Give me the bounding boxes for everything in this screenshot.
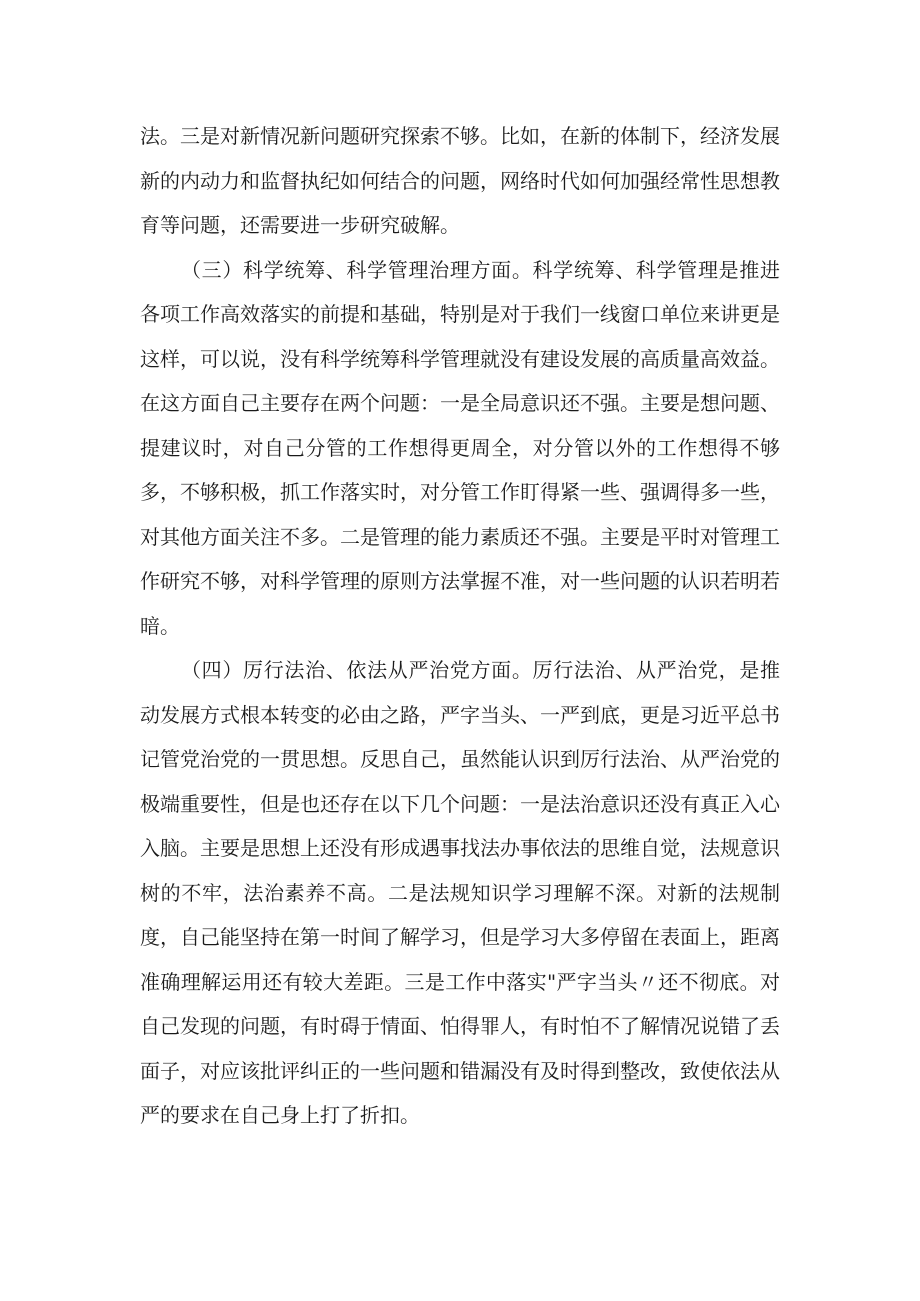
paragraph-continuation: 法。三是对新情况新问题研究探索不够。比如，在新的体制下，经济发展新的内动力和监督执纪如何结合的问题，网络时代如何加强经常性思想教育等问题，还需要进一步研究破解。: [140, 124, 780, 237]
paragraph-section-four: （四）厉行法治、依法从严治党方面。厉行法治、从严治党，是推动发展方式根本转变的必由之路，严字当头、一严到底，更是习近平总书记管党治党的一贯思想。反思自己，虽然能认识到厉行法治、从严治党的极端重要性，但是也还存在以下几个问题：一是法治意识还没有真正入心入脑。主要是思想上还没有形成遇事找法办事依法的思维自觉，法规意识树的不牢，法治素养不高。二是法规知识学习理解不深。对新的法规制度，自己能坚持在第一时间了解学习，但是学习大多停留在表面上，距离准确理解运用还有较大差距。三是工作中落实"严字当头〃还不彻底。对自己发现的问题，有时碍于情面、怕得罪人，有时怕不了解情况说错了丢面子，对应该批评纠正的一些问题和错漏没有及时得到整改，致使依法从严的要求在自己身上打了折扣。: [140, 658, 780, 1127]
paragraph-section-three: （三）科学统筹、科学管理治理方面。科学统筹、科学管理是推进各项工作高效落实的前提和基础，特别是对于我们一线窗口单位来讲更是这样，可以说，没有科学统筹科学管理就没有建设发展的高质量高效益。在这方面自己主要存在两个问题：一是全局意识还不强。主要是想问题、提建议时，对自己分管的工作想得更周全，对分管以外的工作想得不够多，不够积极，抓工作落实时，对分管工作盯得紧一些、强调得多一些，对其他方面关注不多。二是管理的能力素质还不强。主要是平时对管理工作研究不够，对科学管理的原则方法掌握不准，对一些问题的认识若明若暗。: [140, 257, 780, 638]
document-body: [140, 114, 780, 1138]
